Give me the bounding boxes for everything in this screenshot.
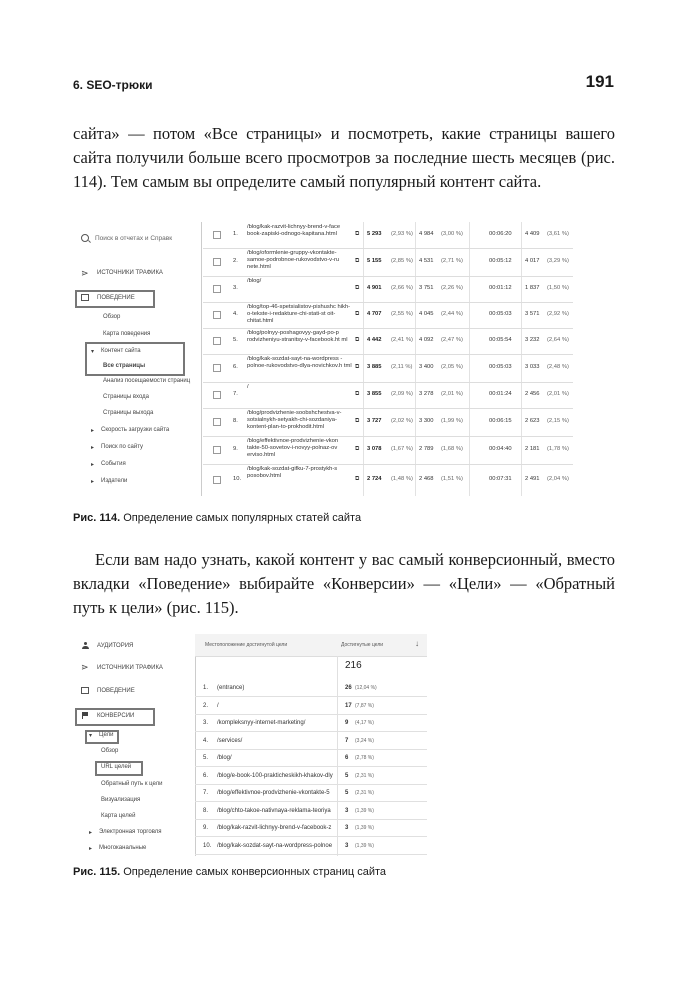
goals-value: 6 (345, 755, 349, 761)
goals-percent: (12,04 %) (355, 685, 377, 691)
sidebar-item-all-pages[interactable]: Все страницы (103, 363, 146, 369)
unique-pageviews-percent: (2,47 %) (441, 337, 463, 343)
checkbox[interactable] (213, 285, 221, 293)
conversions-sidebar (73, 634, 196, 856)
unique-pageviews-percent: (2,71 %) (441, 258, 463, 264)
entrances-value: 1 837 (525, 285, 540, 291)
page-link[interactable]: /blog/kak-sozdat-sayt-na-wordpress -polnoe-rukovodstvo-dlya-novichkov.h tml (247, 356, 352, 369)
open-page-icon[interactable]: ⧉ (355, 258, 360, 264)
goals-value: 17 (345, 702, 352, 709)
table-row (195, 820, 427, 837)
sidebar-item-traffic-sources[interactable]: ИСТОЧНИКИ ТРАФИКА (97, 665, 163, 671)
column-header-goals[interactable]: Достигнутые цели (341, 642, 384, 648)
behavior-icon (81, 294, 89, 301)
row-number: 8. (203, 807, 209, 814)
row-number: 3. (233, 285, 238, 291)
goals-table-header (195, 634, 427, 657)
open-page-icon[interactable]: ⧉ (355, 337, 360, 343)
caption-text: Определение самых популярных статей сайта (123, 512, 362, 524)
unique-pageviews-percent: (2,26 %) (441, 285, 463, 291)
goals-percent: (7,87 %) (355, 702, 374, 709)
table-row (195, 750, 427, 767)
checkbox[interactable] (213, 391, 221, 399)
table-row (203, 464, 573, 496)
open-page-icon[interactable]: ⧉ (355, 231, 360, 237)
sidebar-item-reverse-goal-path[interactable]: Обратный путь к цели (101, 781, 163, 787)
figure-114-screenshot (73, 222, 573, 496)
audience-icon (82, 642, 89, 649)
sidebar-item-audience[interactable]: АУДИТОРИЯ (97, 643, 134, 649)
row-number: 10. (203, 842, 212, 849)
pageviews-value: 4 442 (367, 337, 382, 343)
goals-percent: (1,39 %) (355, 842, 374, 849)
goals-percent: (1,39 %) (355, 807, 374, 814)
table-row (195, 715, 427, 732)
goals-value: 9 (345, 720, 349, 726)
pageviews-percent: (2,66 %) (391, 285, 413, 291)
pageviews-percent: (2,02 %) (391, 418, 413, 424)
caret-right-icon: ▸ (89, 830, 93, 836)
table-row (203, 328, 573, 355)
goal-location-link[interactable]: /services/ (217, 737, 243, 744)
figure-114-caption (73, 512, 361, 524)
open-page-icon[interactable]: ⧉ (355, 446, 360, 452)
pageviews-value: 4 901 (367, 285, 382, 291)
row-number: 6. (203, 772, 209, 779)
pageviews-value: 3 727 (367, 418, 382, 424)
page-link[interactable]: /blog/ (247, 278, 262, 284)
avg-time-value: 00:05:12 (489, 258, 512, 264)
row-number: 5. (203, 755, 209, 761)
sidebar-item-landing-pages[interactable]: Страницы входа (103, 394, 149, 400)
entrances-percent: (1,78 %) (547, 446, 569, 452)
goal-location-link[interactable]: / (217, 702, 219, 709)
flow-icon: ⋗ (81, 268, 89, 278)
pageviews-percent: (1,48 %) (391, 476, 413, 482)
sidebar-item-publishers[interactable]: Издатели (101, 478, 128, 484)
goals-percent: (3,24 %) (355, 737, 374, 744)
goal-location-link[interactable]: (entrance) (217, 685, 245, 691)
caret-right-icon: ▸ (91, 462, 95, 468)
table-row (203, 354, 573, 383)
table-row (195, 785, 427, 802)
avg-time-value: 00:05:54 (489, 337, 512, 343)
sidebar-item-exit-pages[interactable]: Страницы выхода (103, 410, 154, 416)
checkbox[interactable] (213, 476, 221, 484)
sort-arrow-icon[interactable]: ↓ (415, 639, 419, 648)
search-input[interactable]: Поиск в отчетах и Справк (95, 234, 173, 242)
table-row (195, 803, 427, 820)
row-number: 10. (233, 476, 242, 482)
goals-percent: (4,17 %) (355, 720, 374, 726)
table-row (203, 436, 573, 465)
checkbox[interactable] (213, 311, 221, 319)
pageviews-value: 4 707 (367, 311, 382, 317)
sidebar-item-traffic-sources[interactable]: ИСТОЧНИКИ ТРАФИКА (97, 270, 163, 276)
goal-location-link[interactable]: /kompleksnyy-internet-marketing/ (217, 720, 306, 726)
pageviews-value: 2 724 (367, 476, 382, 482)
open-page-icon[interactable]: ⧉ (355, 476, 360, 482)
entrances-value: 3 232 (525, 337, 540, 343)
caret-down-icon: ▾ (91, 349, 95, 355)
checkbox[interactable] (213, 418, 221, 426)
row-number: 9. (203, 825, 209, 831)
goals-total: 216 (345, 660, 362, 671)
avg-time-value: 00:01:24 (489, 391, 512, 397)
table-row (195, 698, 427, 715)
avg-time-value: 00:05:03 (489, 311, 512, 317)
table-row (203, 382, 573, 409)
row-number: 2. (203, 702, 209, 709)
sidebar-item-goal-flow[interactable]: Карта целей (101, 813, 136, 819)
goals-value: 7 (345, 737, 349, 744)
unique-pageviews-value: 3 400 (419, 364, 434, 370)
table-row (195, 838, 427, 855)
goal-location-link[interactable]: /blog/ (217, 755, 232, 761)
entrances-percent: (3,29 %) (547, 258, 569, 264)
avg-time-value: 00:07:31 (489, 476, 512, 482)
checkbox[interactable] (213, 258, 221, 266)
entrances-percent: (2,92 %) (547, 311, 569, 317)
sidebar-item-overview[interactable]: Обзор (103, 314, 121, 320)
entrances-value: 4 409 (525, 231, 540, 237)
unique-pageviews-value: 3 300 (419, 418, 434, 424)
open-page-icon[interactable]: ⧉ (355, 311, 360, 317)
pageviews-value: 3 855 (367, 391, 382, 397)
entrances-percent: (2,04 %) (547, 476, 569, 482)
table-row (195, 733, 427, 750)
running-header-section: 6. SEO-трюки (73, 78, 153, 92)
row-number: 1. (203, 685, 209, 691)
table-row (203, 276, 573, 303)
checkbox[interactable] (213, 231, 221, 239)
figure-115-screenshot (73, 634, 427, 856)
pageviews-value: 3 078 (367, 446, 382, 452)
goals-value: 3 (345, 825, 349, 831)
sidebar-item-behavior[interactable]: ПОВЕДЕНИЕ (97, 688, 135, 694)
figure-115-caption (73, 866, 386, 878)
unique-pageviews-percent: (1,51 %) (441, 476, 463, 482)
unique-pageviews-value: 4 045 (419, 311, 434, 317)
pageviews-percent: (2,93 %) (391, 231, 413, 237)
pageviews-percent: (2,09 %) (391, 391, 413, 397)
goal-location-link[interactable]: /blog/effektivnoe-prodvizhenie-vkontakte-5 (217, 790, 330, 796)
paragraph-1: сайта» — потом «Все страницы» и посмотреть, какие страницы вашего сайта получили больше всего просмотров за последние шесть месяцев (рис. 114). Тем самым вы определите самый популярный контент сайта. (73, 124, 615, 191)
unique-pageviews-value: 2 468 (419, 476, 434, 482)
sidebar-item-goal-urls[interactable]: URL целей (101, 764, 132, 770)
entrances-value: 2 181 (525, 446, 540, 452)
sidebar-item-site-search[interactable]: Поиск по сайту (101, 444, 144, 450)
goals-value: 3 (345, 807, 349, 814)
sidebar-item-overview[interactable]: Обзор (101, 748, 119, 754)
table-row (203, 302, 573, 329)
entrances-percent: (2,01 %) (547, 391, 569, 397)
table-row (203, 222, 573, 249)
checkbox[interactable] (213, 364, 221, 372)
sidebar-item-funnel-visualization[interactable]: Визуализация (101, 797, 141, 803)
avg-time-value: 00:01:12 (489, 285, 512, 291)
row-number: 3. (203, 720, 209, 726)
sidebar-item-multichannel[interactable]: Многоканальные (99, 845, 147, 851)
goals-value: 3 (345, 842, 349, 849)
goals-percent: (1,39 %) (355, 825, 374, 831)
open-page-icon[interactable]: ⧉ (355, 285, 360, 291)
row-number: 5. (233, 337, 238, 343)
entrances-percent: (3,61 %) (547, 231, 569, 237)
unique-pageviews-value: 4 531 (419, 258, 434, 264)
sidebar-item-behavior-map[interactable]: Карта поведения (103, 331, 151, 337)
sidebar-item-behavior[interactable]: ПОВЕДЕНИЕ (97, 295, 135, 301)
sidebar-item-conversions[interactable]: КОНВЕРСИИ (97, 713, 135, 719)
caret-right-icon: ▸ (89, 846, 93, 852)
goals-percent: (2,31 %) (355, 772, 374, 779)
sidebar-item-site-content[interactable]: Контент сайта (101, 348, 141, 354)
sidebar-item-ecommerce[interactable]: Электронная торговля (99, 829, 162, 835)
checkbox[interactable] (213, 446, 221, 454)
goals-value: 26 (345, 685, 352, 691)
entrances-value: 4 017 (525, 258, 540, 264)
page-link[interactable]: /blog/prodvizhenie-soobshchestva-v-sotsialnykh-setyakh-chi-sozdaniya-kontent-plan-to-prokhodit.html (247, 410, 342, 430)
analytics-sidebar (73, 222, 202, 496)
goal-location-link[interactable]: /blog/kak-razvit-lichnyy-brend-v-facebook-z (217, 825, 332, 831)
pageviews-value: 5 293 (367, 231, 382, 237)
goals-percent: (2,78 %) (355, 755, 374, 761)
unique-pageviews-value: 3 751 (419, 285, 434, 291)
entrances-percent: (2,15 %) (547, 418, 569, 424)
page-number: 191 (585, 72, 614, 91)
entrances-percent: (1,50 %) (547, 285, 569, 291)
unique-pageviews-percent: (2,44 %) (441, 311, 463, 317)
row-number: 8. (233, 418, 238, 424)
entrances-value: 3 033 (525, 364, 540, 370)
unique-pageviews-percent: (1,68 %) (441, 446, 463, 452)
open-page-icon[interactable]: ⧉ (355, 364, 360, 370)
avg-time-value: 00:06:15 (489, 418, 512, 424)
unique-pageviews-percent: (3,00 %) (441, 231, 463, 237)
unique-pageviews-value: 4 092 (419, 337, 434, 343)
goals-percent: (2,31 %) (355, 790, 374, 796)
entrances-value: 2 623 (525, 418, 540, 424)
goals-value: 5 (345, 790, 349, 796)
caret-right-icon: ▸ (91, 428, 95, 434)
behavior-icon (81, 687, 89, 694)
entrances-percent: (2,64 %) (547, 337, 569, 343)
goal-location-link[interactable]: /blog/e-book-100-prakticheskikh-khakov-dly (217, 772, 333, 779)
caption-text: Определение самых конверсионных страниц сайта (123, 866, 387, 878)
unique-pageviews-value: 4 984 (419, 231, 434, 237)
search-icon (81, 234, 89, 242)
pageviews-percent: (2,11 %) (391, 364, 413, 370)
table-row (203, 248, 573, 277)
pageviews-percent: (2,85 %) (391, 258, 413, 264)
pageviews-value: 3 885 (367, 364, 382, 370)
sidebar-item-site-speed[interactable]: Скорость загрузки сайта (101, 427, 170, 433)
unique-pageviews-value: 2 789 (419, 446, 434, 452)
goal-location-link[interactable]: /blog/kak-sozdat-sayt-na-wordpress-polnoe (217, 842, 333, 849)
page-link[interactable]: /blog/kak-sozdat-gifku-7-prostykh-s posobov.html (247, 466, 338, 479)
goals-value: 5 (345, 772, 349, 779)
caret-down-icon: ▾ (89, 733, 93, 739)
row-number: 1. (233, 231, 238, 237)
row-number: 4. (233, 311, 238, 317)
page-link[interactable]: / (247, 384, 249, 390)
open-page-icon[interactable]: ⧉ (355, 391, 360, 397)
pageviews-percent: (1,67 %) (391, 446, 413, 452)
table-row (195, 680, 427, 697)
flag-icon (82, 712, 89, 719)
caret-right-icon: ▸ (91, 479, 95, 485)
sidebar-item-page-analytics[interactable]: Анализ посещаемости страниц (103, 378, 191, 384)
page-link[interactable]: /blog/kak-razvit-lichnyy-brend-v-face book-zapiski-odnogo-kapitana.html (247, 224, 341, 237)
unique-pageviews-value: 3 278 (419, 391, 434, 397)
unique-pageviews-percent: (1,99 %) (441, 418, 463, 424)
caption-label: Рис. 114. (73, 512, 121, 524)
entrances-percent: (2,48 %) (547, 364, 569, 370)
open-page-icon[interactable]: ⧉ (355, 418, 360, 424)
report-search[interactable] (81, 234, 172, 242)
paragraph-2: Если вам надо узнать, какой контент у вас самый конверсионный, вместо вкладки «Поведение» выбирайте «Конверсии» — «Цели» — «Обратный путь к цели» (рис. 115). (73, 550, 615, 617)
page-link[interactable]: /blog/top-46-spetsialistov-pishushc hikh-o-tekste-i-redakture-chi-stati-st oit-chitat.html (247, 304, 351, 324)
row-number: 2. (233, 258, 238, 264)
caret-right-icon: ▸ (91, 445, 95, 451)
pageviews-percent: (2,55 %) (391, 311, 413, 317)
entrances-value: 2 491 (525, 476, 540, 482)
unique-pageviews-percent: (2,01 %) (441, 391, 463, 397)
sidebar-item-goals[interactable]: Цели (99, 732, 114, 738)
row-number: 7. (233, 391, 238, 397)
row-number: 7. (203, 790, 209, 796)
page-link[interactable]: /blog/effektivnoe-prodvizhenie-vkon takte-50-sovetov-i-novyy-polnaz-ov erviso.html (247, 438, 339, 458)
checkbox[interactable] (213, 337, 221, 345)
caption-label: Рис. 115. (73, 866, 121, 878)
avg-time-value: 00:05:03 (489, 364, 512, 370)
entrances-value: 2 456 (525, 391, 540, 397)
flow-icon: ⋗ (81, 662, 89, 672)
table-row (195, 768, 427, 785)
row-number: 9. (233, 446, 238, 452)
pageviews-percent: (2,41 %) (391, 337, 413, 343)
column-header-location[interactable]: Местоположение достигнутой цели (205, 642, 288, 648)
goal-location-link[interactable]: /blog/chto-takoe-nativnaya-reklama-teoriya (217, 807, 331, 814)
entrances-value: 3 571 (525, 311, 540, 317)
pageviews-value: 5 155 (367, 258, 382, 264)
page-link[interactable]: /blog/polnyy-poshagovyy-gayd-po-p rodvizheniyu-stranitsy-v-facebook.ht ml (247, 330, 348, 343)
avg-time-value: 00:06:20 (489, 231, 512, 237)
sidebar-item-events[interactable]: События (101, 461, 126, 467)
row-number: 6. (233, 364, 238, 370)
row-number: 4. (203, 737, 209, 744)
table-row (203, 408, 573, 437)
page-link[interactable]: /blog/oformlenie-gruppy-vkontakte-samoe-podrobnoe-rukovodstvo-v-ru nete.html (247, 250, 340, 270)
unique-pageviews-percent: (2,05 %) (441, 364, 463, 370)
avg-time-value: 00:04:40 (489, 446, 512, 452)
